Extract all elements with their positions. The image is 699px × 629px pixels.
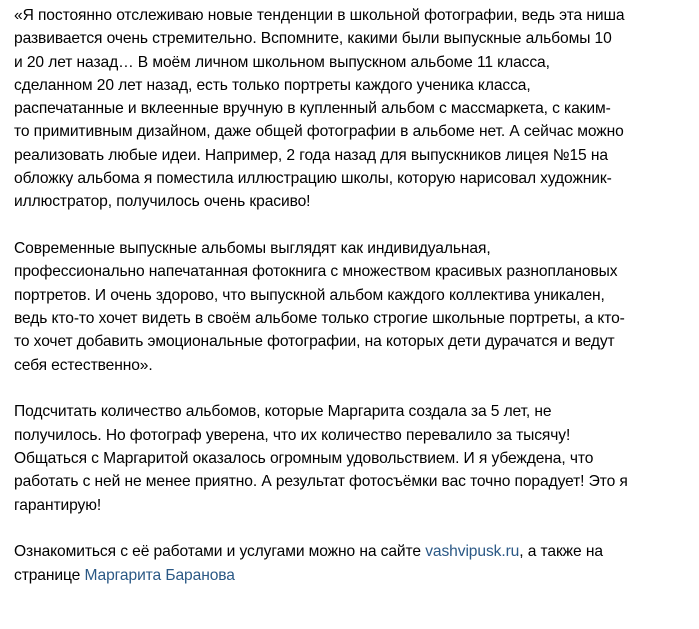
- links-middle-text: , а также на: [519, 543, 603, 561]
- paragraph-quote-part-2: [14, 237, 694, 377]
- text-line: себя естественно».: [14, 356, 153, 374]
- profile-link[interactable]: Маргарита Баранова: [84, 566, 235, 584]
- site-link[interactable]: vashvipusk.ru: [425, 543, 520, 561]
- text-line: [14, 564, 694, 587]
- text-line: то примитивным дизайном, даже общей фотографии в альбоме нет. А сейчас можно: [14, 123, 624, 141]
- text-line: профессионально напечатанная фотокнига с множеством красивых разноплановых: [14, 263, 618, 281]
- text-line: получилось. Но фотограф уверена, что их количество перевалило за тысячу!: [14, 426, 571, 444]
- text-line: иллюстратор, получилось очень красиво!: [14, 193, 311, 211]
- text-line: распечатанные и вклеенные вручную в купленный альбом с массмаркета, с каким-: [14, 100, 611, 118]
- paragraph-author-comment: [14, 400, 694, 516]
- paragraph-links: [14, 540, 694, 587]
- paragraph-quote-part-1: [14, 4, 694, 214]
- text-line: то хочет добавить эмоциональные фотографии, на которых дети дурачатся и ведут: [14, 333, 615, 351]
- text-line: обложку альбома я поместила иллюстрацию школы, которую нарисовал художник-: [14, 170, 612, 188]
- text-line: гарантирую!: [14, 496, 102, 514]
- page-prefix-text: странице: [14, 566, 85, 584]
- text-line: реализовать любые идеи. Например, 2 года назад для выпускников лицея №15 на: [14, 146, 608, 164]
- text-line: ведь кто-то хочет видеть в своём альбоме только строгие школьные портреты, а кто-: [14, 310, 625, 328]
- text-line: сделанном 20 лет назад, есть только портреты каждого ученика класса,: [14, 76, 531, 94]
- text-line: и 20 лет назад… В моём личном школьном выпускном альбоме 11 класса,: [14, 53, 550, 71]
- text-line: Подсчитать количество альбомов, которые Маргарита создала за 5 лет, не: [14, 403, 552, 421]
- text-line: Современные выпускные альбомы выглядят как индивидуальная,: [14, 240, 491, 258]
- text-line: «Я постоянно отслеживаю новые тенденции в школьной фотографии, ведь эта ниша: [14, 7, 625, 24]
- text-line: [14, 540, 694, 563]
- links-intro-text: Ознакомиться с её работами и услугами можно на сайте: [14, 543, 426, 561]
- text-line: работать с ней не менее приятно. А результат фотосъёмки вас точно порадует! Это я: [14, 473, 628, 491]
- text-line: Общаться с Маргаритой оказалось огромным удовольствием. И я убеждена, что: [14, 450, 594, 468]
- text-line: развивается очень стремительно. Вспомните, какими были выпускные альбомы 10: [14, 30, 612, 48]
- text-line: портретов. И очень здорово, что выпускной альбом каждого коллектива уникален,: [14, 286, 605, 304]
